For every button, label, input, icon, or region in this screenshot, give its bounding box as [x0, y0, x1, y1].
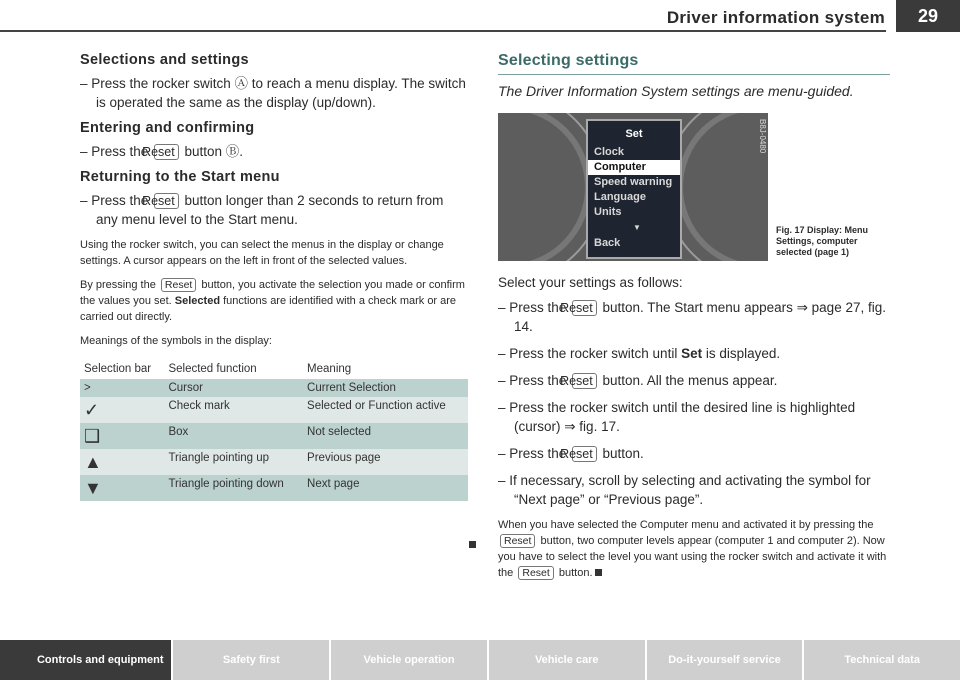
section-title: Selecting settings	[498, 52, 639, 69]
right-column	[498, 52, 890, 589]
menu-item-speed-warning: Speed warning	[594, 176, 673, 188]
paragraph-rocker: Using the rocker switch, you can select the menus in the display or change settings. A cursor appears on the left in front of the selected values.	[80, 239, 444, 267]
reset-key-label: Reset	[572, 373, 597, 389]
table-row: ▼ Triangle pointing down Next page	[80, 475, 468, 501]
step-item: – If necessary, scroll by selecting and activating the symbol for “Next page” or “Previous page”.	[498, 473, 871, 507]
table-row: > Cursor Current Selection	[80, 379, 468, 397]
paragraph-reset: By pressing the Reset button, you activate the selection you made or confirm the values you set. Selected functions are identified with a check mark or are carried out directly.	[80, 279, 465, 323]
reset-key-label: Reset	[572, 300, 597, 316]
heading-selections: Selections and settings	[80, 52, 249, 68]
table-row: ✓ Check mark Selected or Function active	[80, 397, 468, 423]
triangle-up-icon: ▲	[80, 449, 164, 475]
figure-caption: Fig. 17 Display: Menu Settings, computer selected (page 1)	[776, 225, 869, 257]
menu-item-language: Language	[594, 191, 646, 203]
heading-returning: Returning to the Start menu	[80, 169, 280, 185]
footer-tab-vehicle-care[interactable]: Vehicle care	[487, 640, 645, 680]
reset-key-label: Reset	[154, 193, 179, 209]
header-rule	[0, 30, 886, 32]
left-column	[80, 52, 468, 501]
menu-item-units: Units	[594, 206, 622, 218]
step-rocker-switch: – Press the rocker switch Ⓐ to reach a menu display. The switch is operated the same as the display (up/down).	[80, 76, 466, 110]
symbols-table	[80, 357, 468, 501]
reset-key-label: Reset	[500, 534, 535, 548]
table-row: ❑ Box Not selected	[80, 423, 468, 449]
step-item: – Press the rocker switch until Set is displayed.	[498, 346, 781, 361]
steps-intro: Select your settings as follows:	[498, 275, 683, 290]
menu-item-clock: Clock	[594, 146, 624, 158]
section-rule	[498, 74, 890, 75]
section-lead: The Driver Information System settings are menu-guided.	[498, 83, 854, 99]
menu-title: Set	[625, 128, 643, 140]
step-return-start: – Press the Reset button longer than 2 seconds to return from any menu level to the Start menu.	[80, 193, 444, 227]
end-mark-icon	[595, 569, 602, 576]
footer-tab-safety[interactable]: Safety first	[171, 640, 329, 680]
menu-display	[586, 119, 682, 259]
step-item: – Press the rocker switch until the desired line is highlighted (cursor) ⇒ fig. 17.	[498, 400, 856, 434]
triangle-down-icon: ▼	[80, 475, 164, 501]
reset-key-label: Reset	[518, 566, 553, 580]
page-number: 29	[896, 0, 960, 32]
paragraph-symbols: Meanings of the symbols in the display:	[80, 335, 272, 347]
footer-tab-diy-service[interactable]: Do-it-yourself service	[645, 640, 803, 680]
heading-entering: Entering and confirming	[80, 120, 255, 136]
table-row: ▲ Triangle pointing up Previous page	[80, 449, 468, 475]
footer-nav	[0, 640, 960, 680]
figure-17	[498, 113, 890, 263]
footer-tab-vehicle-operation[interactable]: Vehicle operation	[329, 640, 487, 680]
step-item: – Press the Reset button. The Start menu appears ⇒ page 27, fig. 14.	[498, 300, 886, 334]
step-item: – Press the Reset button.	[498, 446, 644, 461]
step-press-reset: – Press the Reset button Ⓑ.	[80, 144, 244, 159]
note-paragraph: When you have selected the Computer menu and activated it by pressing the Reset button, two computer levels appear (computer 1 and computer 2). Now you have to select the level you want using the rocker switch and activate it with the Reset button.	[498, 519, 887, 579]
figure-code: B8J-0480	[758, 119, 767, 154]
section-end-mark	[469, 541, 476, 548]
step-item: – Press the Reset button. All the menus appear.	[498, 373, 778, 388]
instrument-cluster-image	[498, 113, 768, 261]
chevron-down-icon: ▼	[633, 223, 641, 232]
footer-tab-technical-data[interactable]: Technical data	[802, 640, 960, 680]
footer-tab-controls[interactable]: Controls and equipment	[0, 640, 171, 680]
check-mark-icon: ✓	[80, 397, 164, 423]
menu-item-back: Back	[594, 237, 621, 249]
header-title: Driver information system	[666, 8, 885, 27]
reset-key-label: Reset	[161, 278, 196, 292]
reset-key-label: Reset	[154, 144, 179, 160]
table-header-row: Selection bar Selected function Meaning	[80, 357, 468, 379]
reset-key-label: Reset	[572, 446, 597, 462]
box-icon: ❑	[80, 423, 164, 449]
menu-item-computer: Computer	[588, 160, 680, 175]
